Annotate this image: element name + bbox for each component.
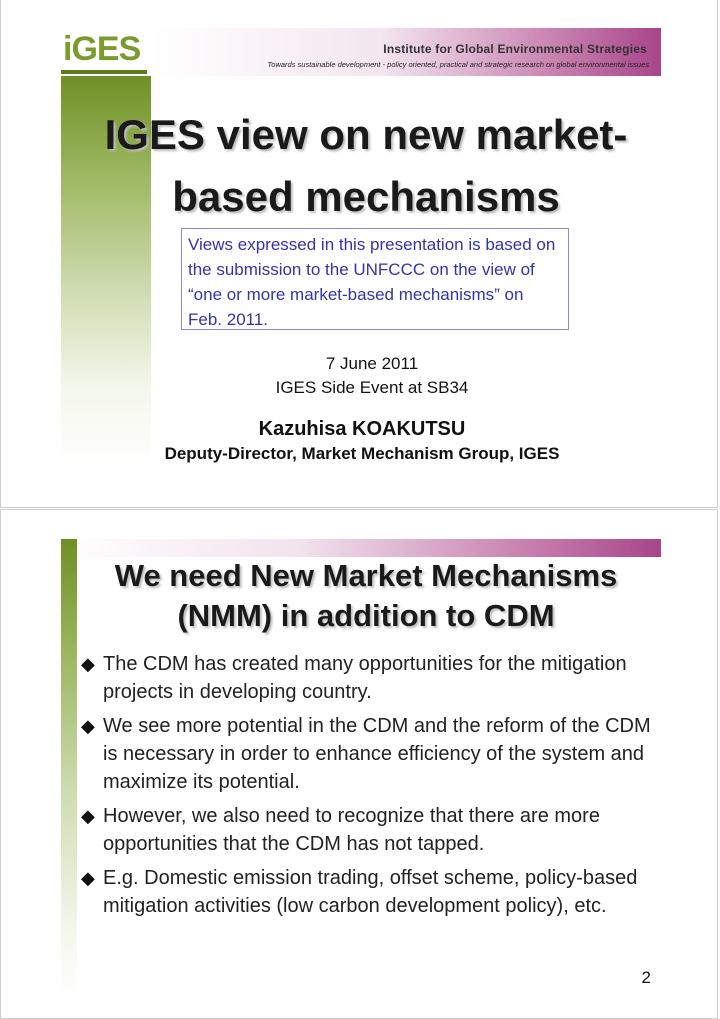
slide-title: We need New Market Mechanisms (NMM) in addition to CDM bbox=[114, 558, 618, 633]
list-item bbox=[81, 650, 661, 706]
author-position: Deputy-Director, Market Mechanism Group, IGES bbox=[164, 444, 560, 463]
page-number: 2 bbox=[641, 968, 651, 987]
diamond-bullet-icon: ◆ bbox=[81, 716, 95, 736]
bullet-text: We see more potential in the CDM and the reform of the CDM is necessary in order to enhance efficiency of the system and maximize its potential. bbox=[103, 715, 651, 793]
green-accent-bar bbox=[61, 539, 77, 999]
presentation-date: 7 June 2011 bbox=[325, 354, 419, 373]
disclaimer-note: Views expressed in this presentation is based on the submission to the UNFCCC on the view of “one or more market-based mechanisms” on Feb. 2011. bbox=[181, 228, 569, 330]
institute-tagline: Towards sustainable development - policy oriented, practical and strategic research on global environmental issues bbox=[267, 60, 649, 69]
bullet-list bbox=[81, 650, 661, 926]
slide-2 bbox=[0, 509, 718, 1019]
list-item bbox=[81, 864, 661, 920]
institute-name: Institute for Global Environmental Strategies bbox=[383, 42, 647, 56]
header-bar bbox=[61, 539, 661, 557]
bullet-text: The CDM has created many opportunities for the mitigation projects in developing country. bbox=[103, 653, 627, 703]
iges-logo: iGES bbox=[63, 30, 141, 68]
logo-underline bbox=[61, 70, 147, 74]
header-bar bbox=[151, 28, 661, 76]
event-name: IGES Side Event at SB34 bbox=[275, 378, 469, 397]
bullet-text: E.g. Domestic emission trading, offset scheme, policy-based mitigation activities (low carbon development policy), etc. bbox=[103, 867, 638, 917]
diamond-bullet-icon: ◆ bbox=[81, 868, 95, 888]
author-name: Kazuhisa KOAKUTSU bbox=[258, 418, 466, 440]
diamond-bullet-icon: ◆ bbox=[81, 654, 95, 674]
bullet-text: However, we also need to recognize that there are more opportunities that the CDM has not tapped. bbox=[103, 805, 600, 855]
slide-1 bbox=[0, 0, 718, 508]
list-item bbox=[81, 712, 661, 796]
diamond-bullet-icon: ◆ bbox=[81, 806, 95, 826]
list-item bbox=[81, 802, 661, 858]
slide-title: IGES view on new market-based mechanisms bbox=[104, 111, 628, 220]
